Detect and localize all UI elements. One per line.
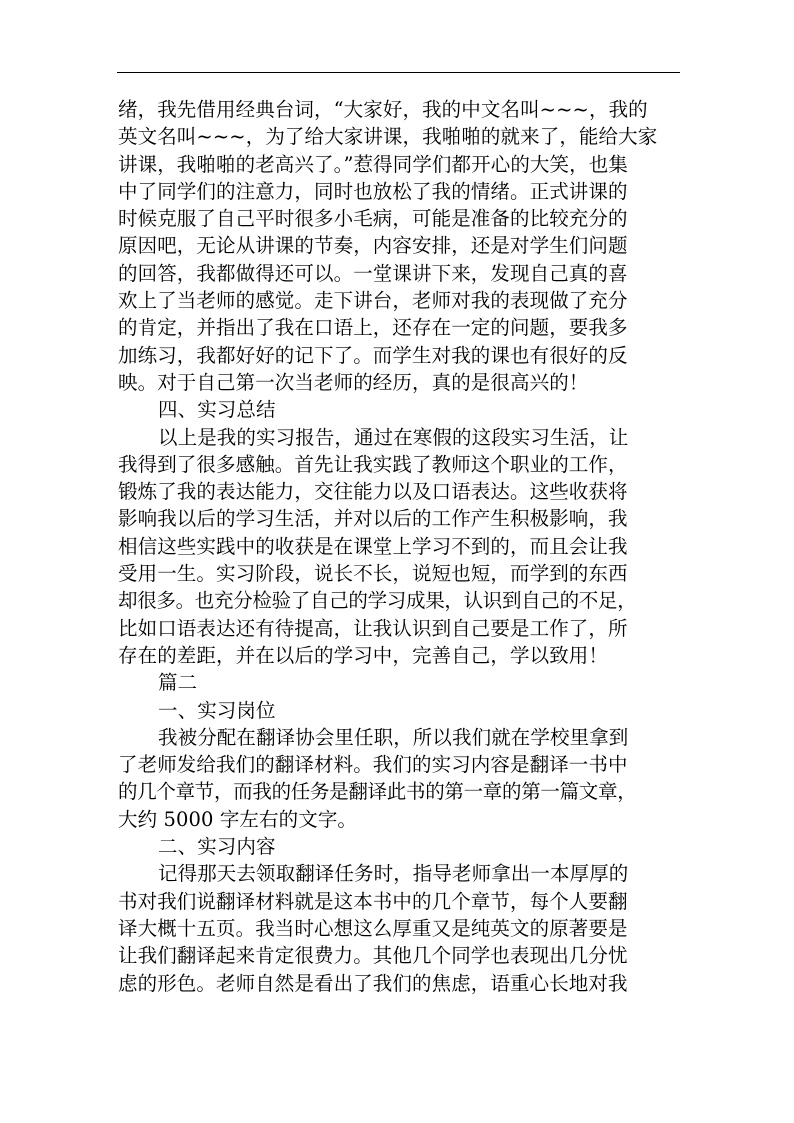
text-line: 讲课，我啪啪的老高兴了。”惹得同学们都开心的大笑，也集 xyxy=(118,152,628,176)
text-line: 存在的差距，并在以后的学习中，完善自己，学以致用！ xyxy=(118,643,609,667)
text-line: 译大概十五页。我当时心想这么厚重又是纯英文的原著要是 xyxy=(118,916,628,940)
text-line: 中了同学们的注意力，同时也放松了我的情绪。正式讲课的 xyxy=(118,179,628,203)
text-line: 的回答，我都做得还可以。一堂课讲下来，发现自己真的喜 xyxy=(118,261,628,285)
text-line: 我被分配在翻译协会里任职，所以我们就在学校里拿到 xyxy=(158,725,629,749)
text-line: 以上是我的实习报告，通过在寒假的这段实习生活，让 xyxy=(158,425,629,449)
section-heading: 二、实习内容 xyxy=(158,835,276,859)
text-line: 英文名叫~~~，为了给大家讲课，我啪啪的就来了，能给大家 xyxy=(118,125,658,149)
text-line: 虑的形色。老师自然是看出了我们的焦虑，语重心长地对我 xyxy=(118,971,628,995)
text-line: 加练习，我都好好的记下了。而学生对我的课也有很好的反 xyxy=(118,343,628,367)
text-line: 比如口语表达还有待提高，让我认识到自己要是工作了，所 xyxy=(118,616,628,640)
text-line: 却很多。也充分检验了自己的学习成果，认识到自己的不足， xyxy=(118,589,637,613)
header-rule xyxy=(117,72,680,73)
text-line: 映。对于自己第一次当老师的经历，真的是很高兴的！ xyxy=(118,370,589,394)
text-line: 了老师发给我们的翻译材料。我们的实习内容是翻译一书中 xyxy=(118,753,628,777)
text-line: 的几个章节，而我的任务是翻译此书的第一章的第一篇文章， xyxy=(118,780,637,804)
text-line: 书对我们说翻译材料就是这本书中的几个章节，每个人要翻 xyxy=(118,889,628,913)
text-line: 我得到了很多感触。首先让我实践了教师这个职业的工作， xyxy=(118,452,628,476)
text-line: 影响我以后的学习生活，并对以后的工作产生积极影响，我 xyxy=(118,507,628,531)
text-line: 相信这些实践中的收获是在课堂上学习不到的，而且会让我 xyxy=(118,534,628,558)
document-body xyxy=(118,96,683,997)
text-line: 的肯定，并指出了我在口语上，还存在一定的问题，要我多 xyxy=(118,316,628,340)
text-line: 记得那天去领取翻译任务时，指导老师拿出一本厚厚的 xyxy=(158,862,629,886)
text-line: 绪，我先借用经典台词，“大家好，我的中文名叫~~~，我的 xyxy=(118,98,648,121)
text-line: 原因吧，无论从讲课的节奏，内容安排，还是对学生们问题 xyxy=(118,234,628,258)
text-line: 时候克服了自己平时很多小毛病，可能是准备的比较充分的 xyxy=(118,207,628,231)
text-line: 让我们翻译起来肯定很费力。其他几个同学也表现出几分忧 xyxy=(118,944,628,968)
text-line: 大约 5000 字左右的文字。 xyxy=(118,807,358,831)
text-line: 受用一生。实习阶段，说长不长，说短也短，而学到的东西 xyxy=(118,562,628,586)
text-line: 欢上了当老师的感觉。走下讲台，老师对我的表现做了充分 xyxy=(118,289,628,313)
text-line: 锻炼了我的表达能力，交往能力以及口语表达。这些收获将 xyxy=(118,480,628,504)
section-heading: 篇二 xyxy=(158,671,198,695)
section-heading: 四、实习总结 xyxy=(158,398,276,422)
section-heading: 一、实习岗位 xyxy=(158,698,276,722)
